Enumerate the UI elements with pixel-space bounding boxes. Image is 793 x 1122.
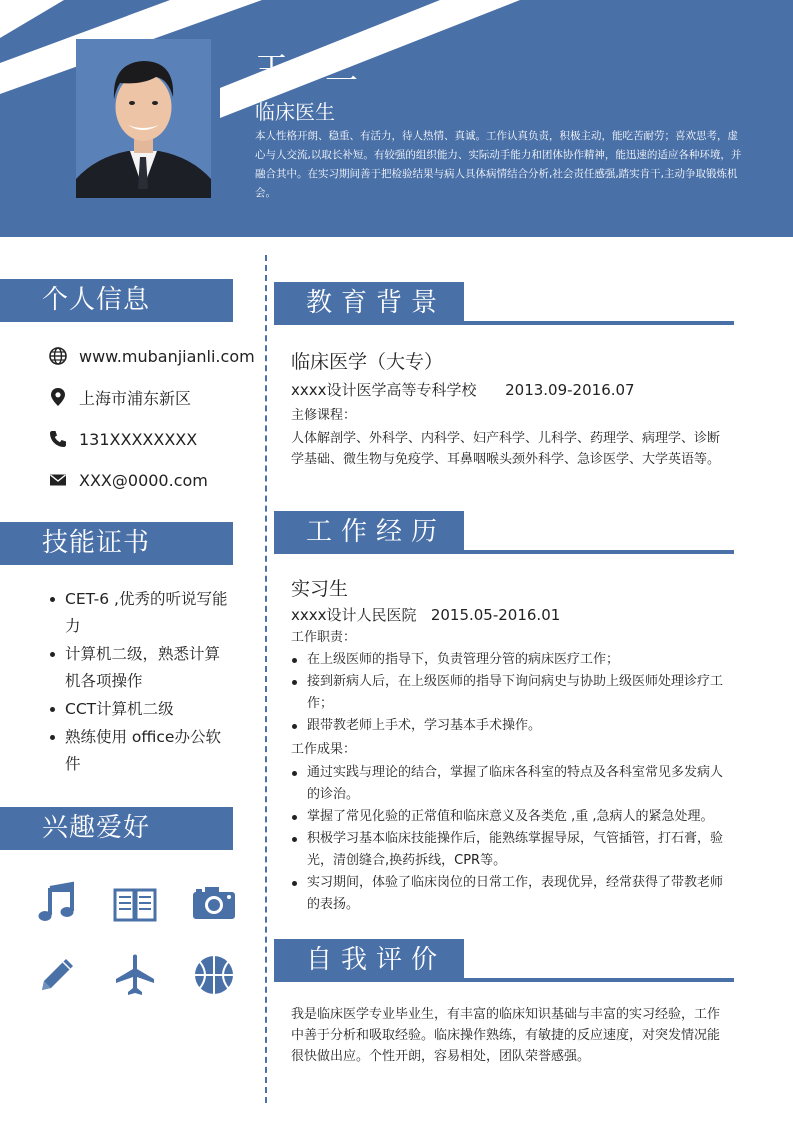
work-duties-list (291, 649, 731, 737)
education-major: 临床医学（大专） (291, 351, 444, 373)
header-banner (0, 0, 793, 237)
list-item: 跟带教老师上手术，学习基本手术操作。 (291, 715, 731, 737)
work-results-list (291, 762, 731, 916)
contact-address-text: 上海市浦东新区 (79, 388, 192, 408)
music-note-icon (34, 880, 80, 926)
candidate-name: 王小二 (255, 50, 360, 89)
skill-item: 计算机二级，熟悉计算机各项操作 (48, 641, 228, 695)
work-underline (274, 550, 734, 554)
basketball-icon (191, 952, 237, 998)
hobbies-heading: 兴趣爱好 (0, 807, 233, 850)
self-eval-text: 我是临床医学专业毕业生，有丰富的临床知识基础与丰富的实习经验，工作中善于分析和吸取经验。临床操作熟练，有敏捷的反应速度，对突发情况能很快做出应。个性开朗，容易相处，团队荣誉感强。 (291, 1007, 721, 1064)
airplane-icon (112, 952, 158, 998)
work-results-label: 工作成果： (291, 742, 357, 757)
education-school: xxxx设计医学高等专科学校 2013.09-2016.07 (291, 381, 635, 399)
list-item: 实习期间，体验了临床岗位的日常工作，表现优异，经常获得了带教老师的表扬。 (291, 872, 731, 916)
contact-website (48, 345, 255, 367)
contact-website-text: www.mubanjianli.com (79, 346, 255, 366)
contact-address (48, 386, 191, 408)
camera-icon (191, 880, 237, 926)
list-item: 积极学习基本临床技能操作后，能熟练掌握导尿，气管插管，打石膏，验光，清创缝合,换药拆线，CPR等。 (291, 828, 731, 872)
globe-icon (48, 346, 68, 366)
work-duties-label: 工作职责： (291, 630, 357, 645)
work-heading: 工作经历 (274, 511, 464, 554)
skill-item: CET-6 ,优秀的听说写能力 (48, 586, 228, 640)
contact-phone-text: 131XXXXXXXX (79, 429, 198, 449)
pencil-icon (34, 952, 80, 998)
education-courses-label: 主修课程： (291, 408, 357, 423)
self-eval-underline (274, 978, 734, 982)
contact-email (48, 469, 208, 491)
phone-icon (48, 429, 68, 449)
self-eval-heading: 自我评价 (274, 939, 464, 982)
education-underline (274, 321, 734, 325)
skills-heading: 技能证书 (0, 522, 233, 565)
book-icon (112, 880, 158, 926)
candidate-role: 临床医生 (255, 100, 335, 124)
column-divider (265, 255, 267, 1103)
skill-item: CCT计算机二级 (48, 696, 228, 723)
skills-list (48, 586, 228, 779)
contact-email-text: XXX@0000.com (79, 470, 208, 490)
list-item: 在上级医师的指导下，负责管理分管的病床医疗工作； (291, 649, 731, 671)
education-courses: 人体解剖学、外科学、内科学、妇产科学、儿科学、药理学、病理学、诊断学基础、微生物与免疫学、耳鼻咽喉头颈外科学、急诊医学、大学英语等。 (291, 431, 721, 467)
list-item: 接到新病人后，在上级医师的指导下询问病史与协助上级医师处理诊疗工作； (291, 671, 731, 715)
personal-info-heading: 个人信息 (0, 279, 233, 322)
contact-phone (48, 428, 197, 450)
location-pin-icon (48, 387, 68, 407)
candidate-intro: 本人性格开朗、稳重、有活力，待人热情、真诚。工作认真负责，积极主动，能吃苦耐劳；喜欢思考，虚心与人交流,以取长补短。有较强的组织能力、实际动手能力和团体协作精神，能迅速的适应各种环境，并融合其中。在实习期间善于把检验结果与病人具体病情结合分析,社会责任感强,踏实肯干,主动争取锻炼机会。 (255, 130, 742, 199)
work-place: xxxx设计人民医院 2015.05-2016.01 (291, 606, 561, 624)
education-heading: 教育背景 (274, 282, 464, 325)
skill-item: 熟练使用 office办公软件 (48, 724, 228, 778)
profile-photo (76, 39, 211, 198)
work-position: 实习生 (291, 578, 349, 600)
list-item: 通过实践与理论的结合，掌握了临床各科室的特点及各科室常见多发病人的诊治。 (291, 762, 731, 806)
envelope-icon (48, 470, 68, 490)
list-item: 掌握了常见化验的正常值和临床意义及各类危 ,重 ,急病人的紧急处理。 (291, 806, 731, 828)
